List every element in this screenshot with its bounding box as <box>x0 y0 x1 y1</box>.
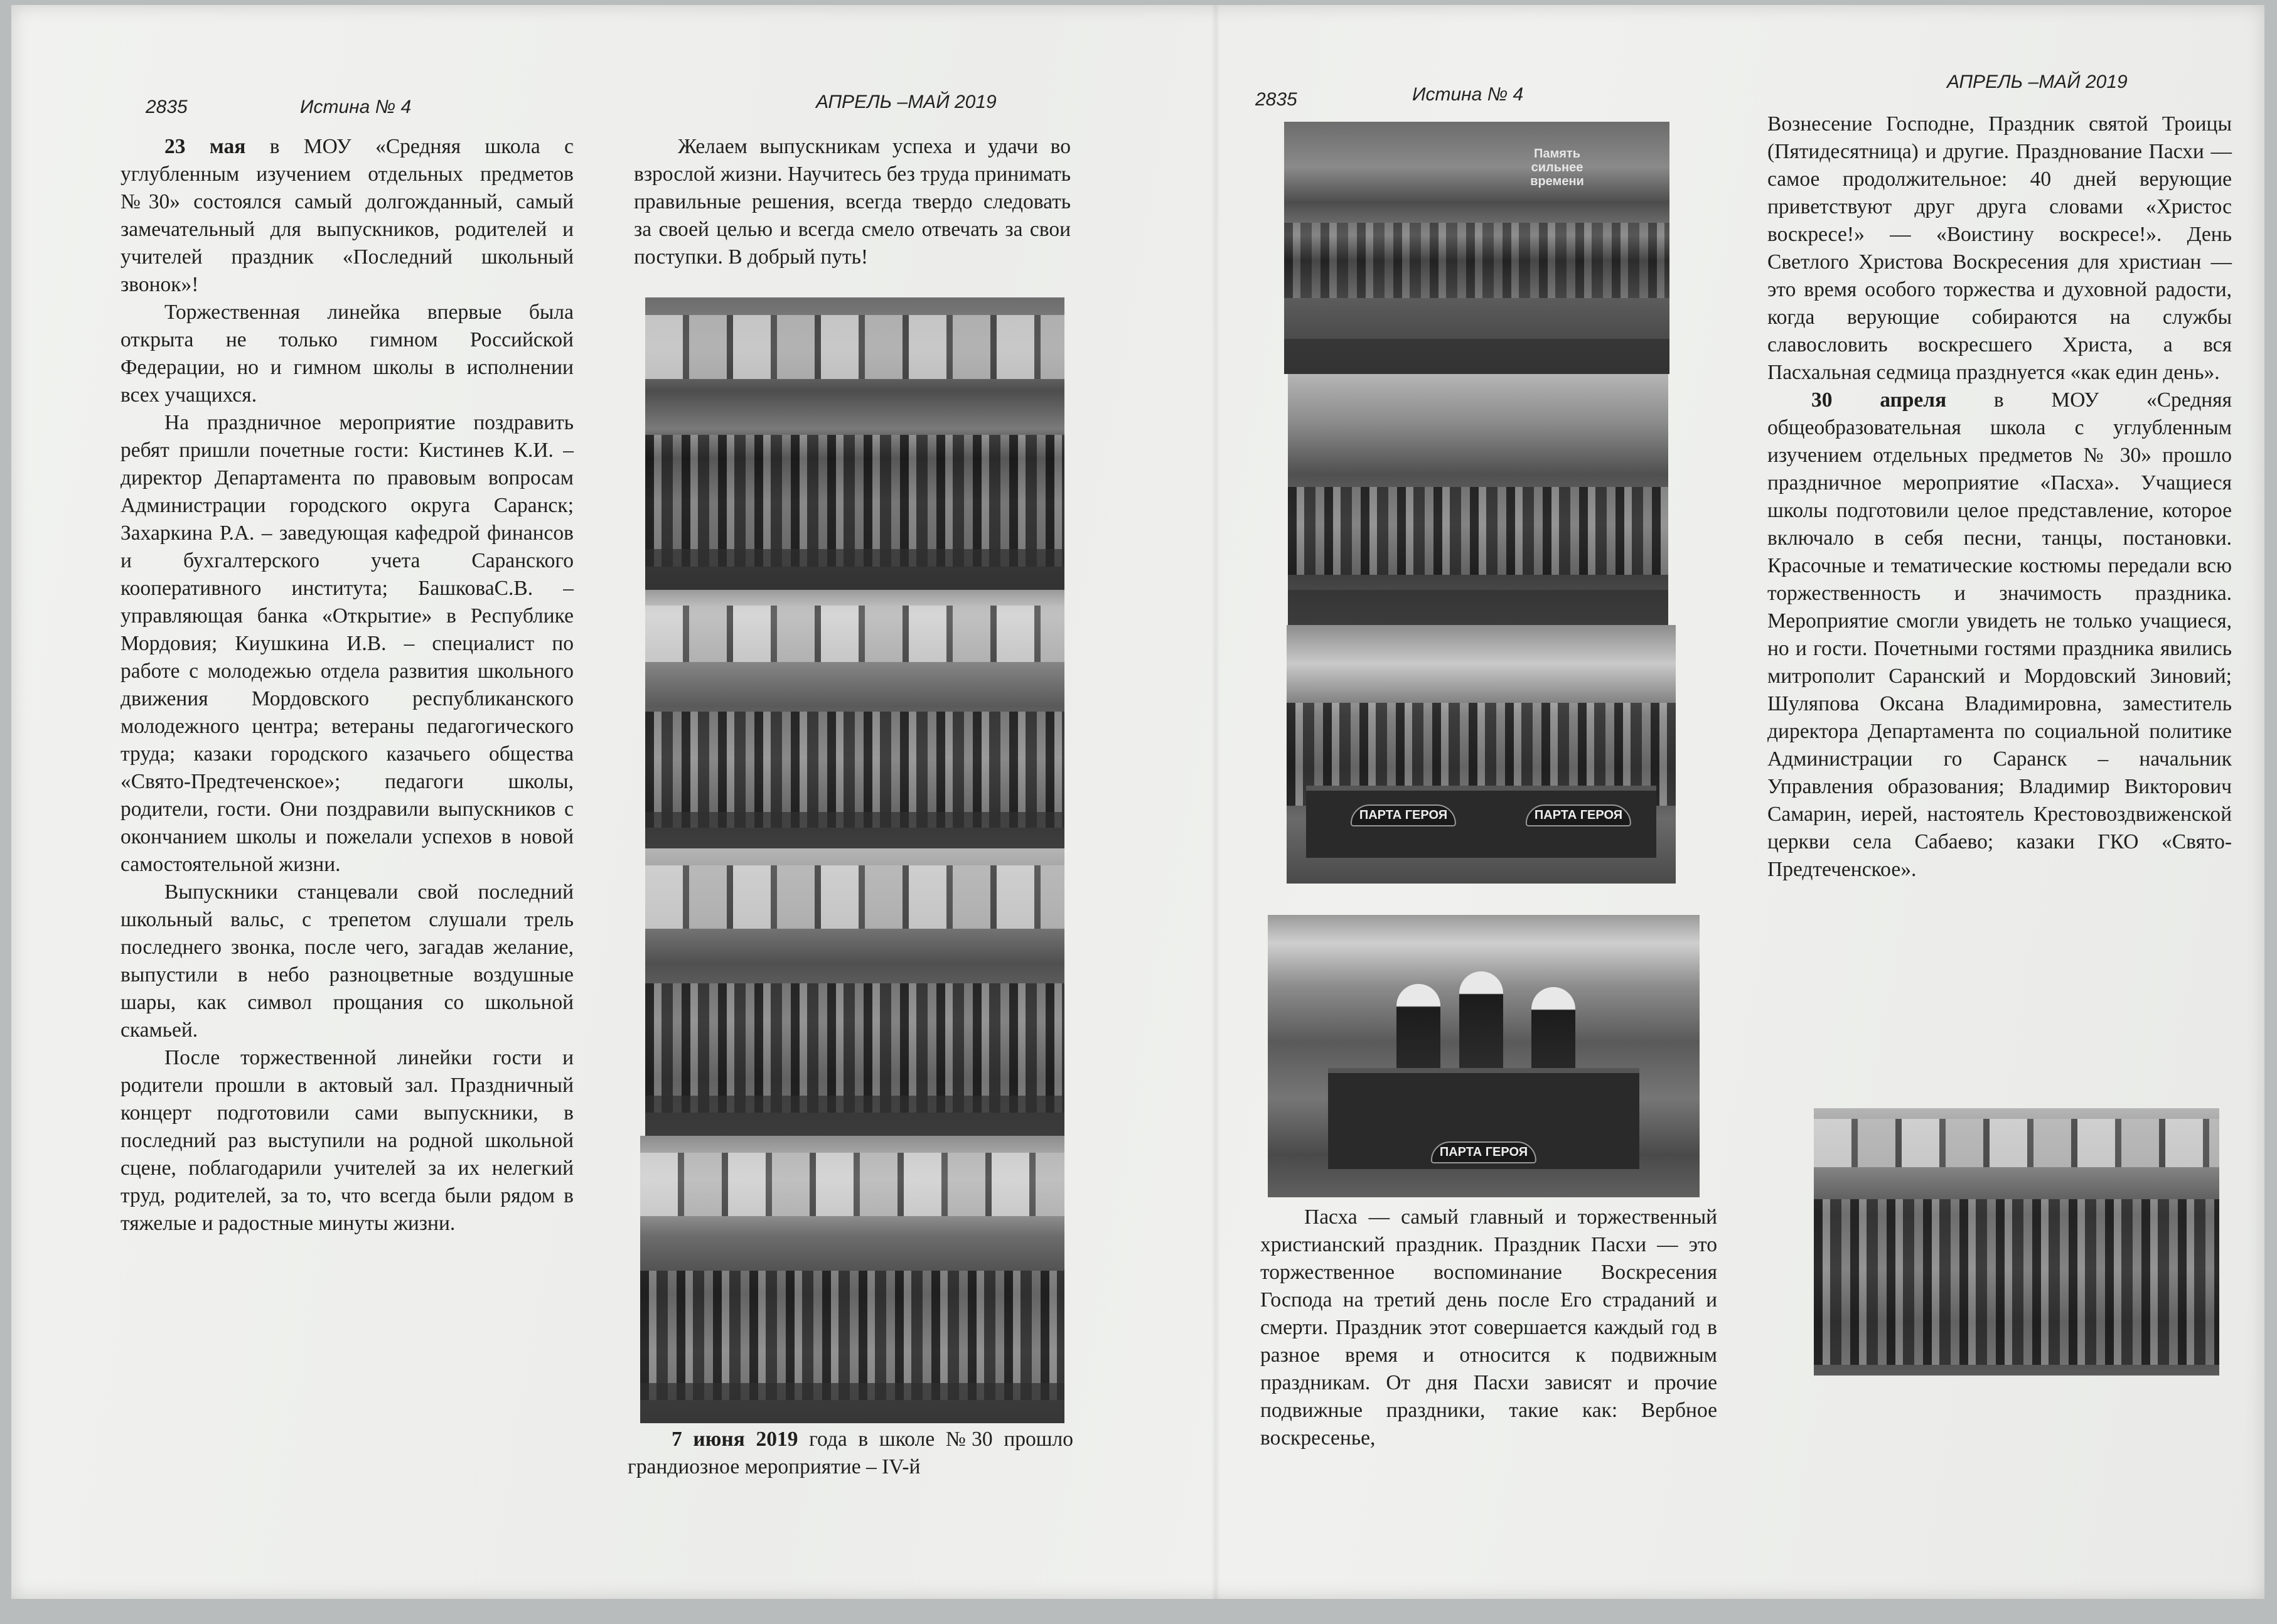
paragraph <box>121 133 574 299</box>
paragraph: На праздничное мероприятие поздравить ребят пришли почетные гости: Кистинев К.И. – директор Департамента по правовым вопросам Администрации городского округа Саранск; Захаркина Р.А. – заведующая кафедрой финансов и бухгалтерского учета Саранского кооперативного института; БашковаС.В. –управляющая банка «Открытие» в Республике Мордовия; Киушкина И.В. – специалист по работе с молодежью отдела развития школьного движения Мордовского республиканского молодежного центра; ветераны педагогического труда; казаки городского казачьего общества «Свято-Предтеченское»; педагоги школы, родители, гости. Они поздравили выпускников с окончанием школы и пожелали успехов в новой самостоятельной жизни. <box>121 411 574 876</box>
wall-sign: Память сильнее времени <box>1530 147 1584 188</box>
paragraph: Желаем выпускникам успеха и удачи во взрослой жизни. Научитесь без труда принимать правильные решения, всегда твердо следовать за своей целью и всегда смело отвечать за свои поступки. В добрый путь! <box>634 135 1071 269</box>
desk-plaque: ПАРТА ГЕРОЯ <box>1526 804 1631 826</box>
photo-ceremony-stage <box>645 297 1064 590</box>
date-highlight: 23 мая <box>164 135 246 158</box>
right-header-issue-number: 2835 <box>1255 89 1297 110</box>
desk-plaque: ПАРТА ГЕРОЯ <box>1351 804 1456 826</box>
column-3-text <box>1260 1204 1717 1452</box>
paragraph: После торжественной линейки гости и родители прошли в актовый зал. Праздничный концерт подготовили сами выпускники, в последний раз выступили на родной школьной сцене, поблагодарили учителей за их нелегкий труд, родителей, за то, что всегда были рядом в тяжелые и радостные минуты жизни. <box>121 1046 574 1235</box>
photo-metropolitan-guests <box>1814 1108 2219 1376</box>
page-fold <box>1211 5 1220 1599</box>
paragraph: Торжественная линейка впервые была открыта не только гимном Российской Федерации, но и гимном школы в исполнении всех учащихся. <box>121 301 574 407</box>
column-1 <box>121 133 574 1237</box>
column-2-top <box>634 133 1071 271</box>
photo-museum-hall <box>1284 122 1669 374</box>
right-header-title: Истина № 4 <box>1412 84 1524 105</box>
photo-classroom-meeting <box>1288 374 1668 625</box>
paragraph-text: года в школе №30 прошло грандиозное мероприятие – IV-й <box>628 1428 1074 1478</box>
paragraph <box>1767 387 2232 884</box>
paragraph <box>628 1426 1073 1481</box>
desk-plaque: ПАРТА ГЕРОЯ <box>1431 1141 1536 1163</box>
column-4-text <box>1767 110 2232 884</box>
photo-cadets-hero-desk <box>1287 625 1676 884</box>
paragraph: Пасха — самый главный и торжественный христианский праздник. Праздник Пасхи — это торжественное воспоминание Воскресения Господа на третий день после Его страданий и смерти. Праздник этот совершается каждый год в разное время и относится к подвижным праздникам. От дня Пасхи зависят и прочие подвижные праздники, такие как: Вербное воскресенье, <box>1260 1205 1717 1450</box>
paragraph: Вознесение Господне, Праздник святой Троицы (Пятидесятница) и другие. Празднование Пасхи — самое продолжительное: 40 дней верующие приветствуют друг друга словами «Христос воскресе!» — «Воистину воскресе!». День Светлого Христова Воскресения для христиан — это время особого торжества и духовной радости, когда верующие собираются на службы славословить воскресшего Христа, а вся Пасхальная седмица празднуется «как един день». <box>1767 112 2232 384</box>
right-header-date: АПРЕЛЬ –МАЙ 2019 <box>1947 72 2128 92</box>
photo-graduates-balloons <box>645 590 1064 848</box>
left-header-issue-number: 2835 <box>146 97 188 117</box>
photo-school-yard-crowd <box>645 848 1064 1136</box>
left-header-title: Истина № 4 <box>300 97 412 117</box>
date-highlight: 7 июня 2019 <box>672 1428 798 1451</box>
photo-pupils-line <box>640 1136 1064 1423</box>
date-highlight: 30 апреля <box>1811 388 1947 412</box>
column-2-bottom <box>628 1426 1073 1481</box>
left-header-date: АПРЕЛЬ –МАЙ 2019 <box>816 92 997 112</box>
paragraph-text: в МОУ «Средняя школа с углубленным изучением отдельных предметов №30» состоялся самый долгожданный, самый замечательный для выпускников, родителей и учителей праздник «Последний школьный звонок»! <box>121 135 574 296</box>
paragraph: Выпускники станцевали свой последний школьный вальс, с трепетом слушали трель последнего звонка, после чего, загадав желание, выпустили в небо разноцветные воздушные шары, как символ прощания со школьной скамьей. <box>121 880 574 1042</box>
paragraph-text: в МОУ «Средняя общеобразовательная школа с углубленным изучением отдельных предметов № 30» прошло праздничное мероприятие «Пасха». Учащиеся школы подготовили целое представление, которое включало в себя песни, танцы, постановки. Красочные и тематические костюмы передали всю торжественность и значимость праздника. Мероприятие смогли увидеть не только учащиеся, но и гости. Почетными гостями праздника явились митрополит Саранский и Мордовский Зиновий; Шуляпова Оксана Владимировна, заместитель директора Департамента по социальной политике Администрации го Саранск – начальник Управления образования; Владимир Викторович Самарин, иерей, настоятель Крестовоздвиженской церкви села Сабаево; казаки ГКО «Свято-Предтеченское». <box>1767 388 2232 881</box>
photo-girls-hero-desk <box>1268 915 1700 1197</box>
pupil <box>1459 971 1503 1072</box>
